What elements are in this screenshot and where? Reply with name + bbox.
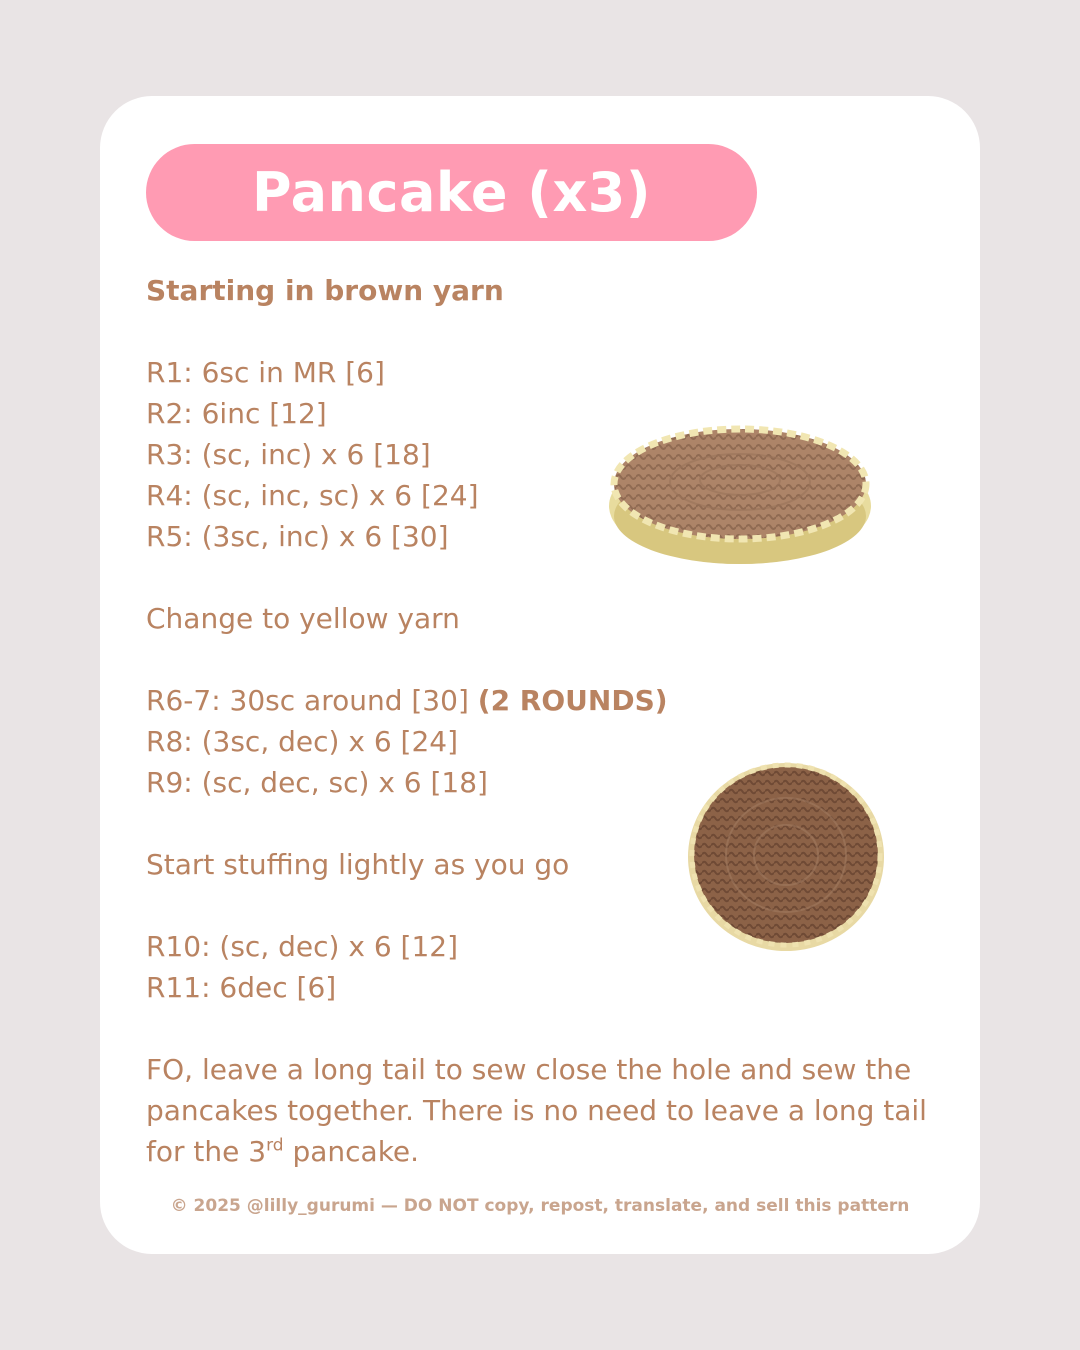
- round-r10: R10: (sc, dec) x 6 [12]: [146, 930, 459, 963]
- round-r4: R4: (sc, inc, sc) x 6 [24]: [146, 479, 479, 512]
- pancake-side-photo: [606, 422, 874, 568]
- round-r5: R5: (3sc, inc) x 6 [30]: [146, 520, 449, 553]
- pancake-top-photo: [684, 760, 888, 954]
- round-r6-7: [146, 680, 946, 721]
- copyright-footer: © 2025 @lilly_gurumi — DO NOT copy, repost, translate, and sell this pattern: [170, 1196, 910, 1216]
- round-r1: R1: 6sc in MR [6]: [146, 356, 385, 389]
- round-r6-7-text: R6-7: 30sc around [30]: [146, 684, 478, 717]
- round-r8: R8: (3sc, dec) x 6 [24]: [146, 725, 459, 758]
- title-banner: [146, 144, 757, 241]
- round-r6-7-note: (2 ROUNDS): [477, 684, 668, 717]
- stuffing-note: Start stuffing lightly as you go: [146, 848, 570, 881]
- pattern-instructions: [146, 270, 946, 1172]
- round-r11: R11: 6dec [6]: [146, 971, 337, 1004]
- finish-off-text: FO, leave a long tail to sew close the hole and sew the pancakes together. There is no need to leave a long tail for the 3: [146, 1053, 927, 1168]
- finish-off-note: [146, 1049, 946, 1172]
- page-title: Pancake (x3): [251, 161, 652, 224]
- section-heading-yellow: Change to yellow yarn: [146, 602, 460, 635]
- section-heading-brown: Starting in brown yarn: [146, 274, 504, 307]
- round-r2: R2: 6inc [12]: [146, 397, 327, 430]
- pattern-card: [100, 96, 980, 1254]
- finish-off-sup: rd: [266, 1135, 284, 1156]
- round-r3: R3: (sc, inc) x 6 [18]: [146, 438, 431, 471]
- finish-off-end: pancake.: [283, 1135, 420, 1168]
- round-r9: R9: (sc, dec, sc) x 6 [18]: [146, 766, 488, 799]
